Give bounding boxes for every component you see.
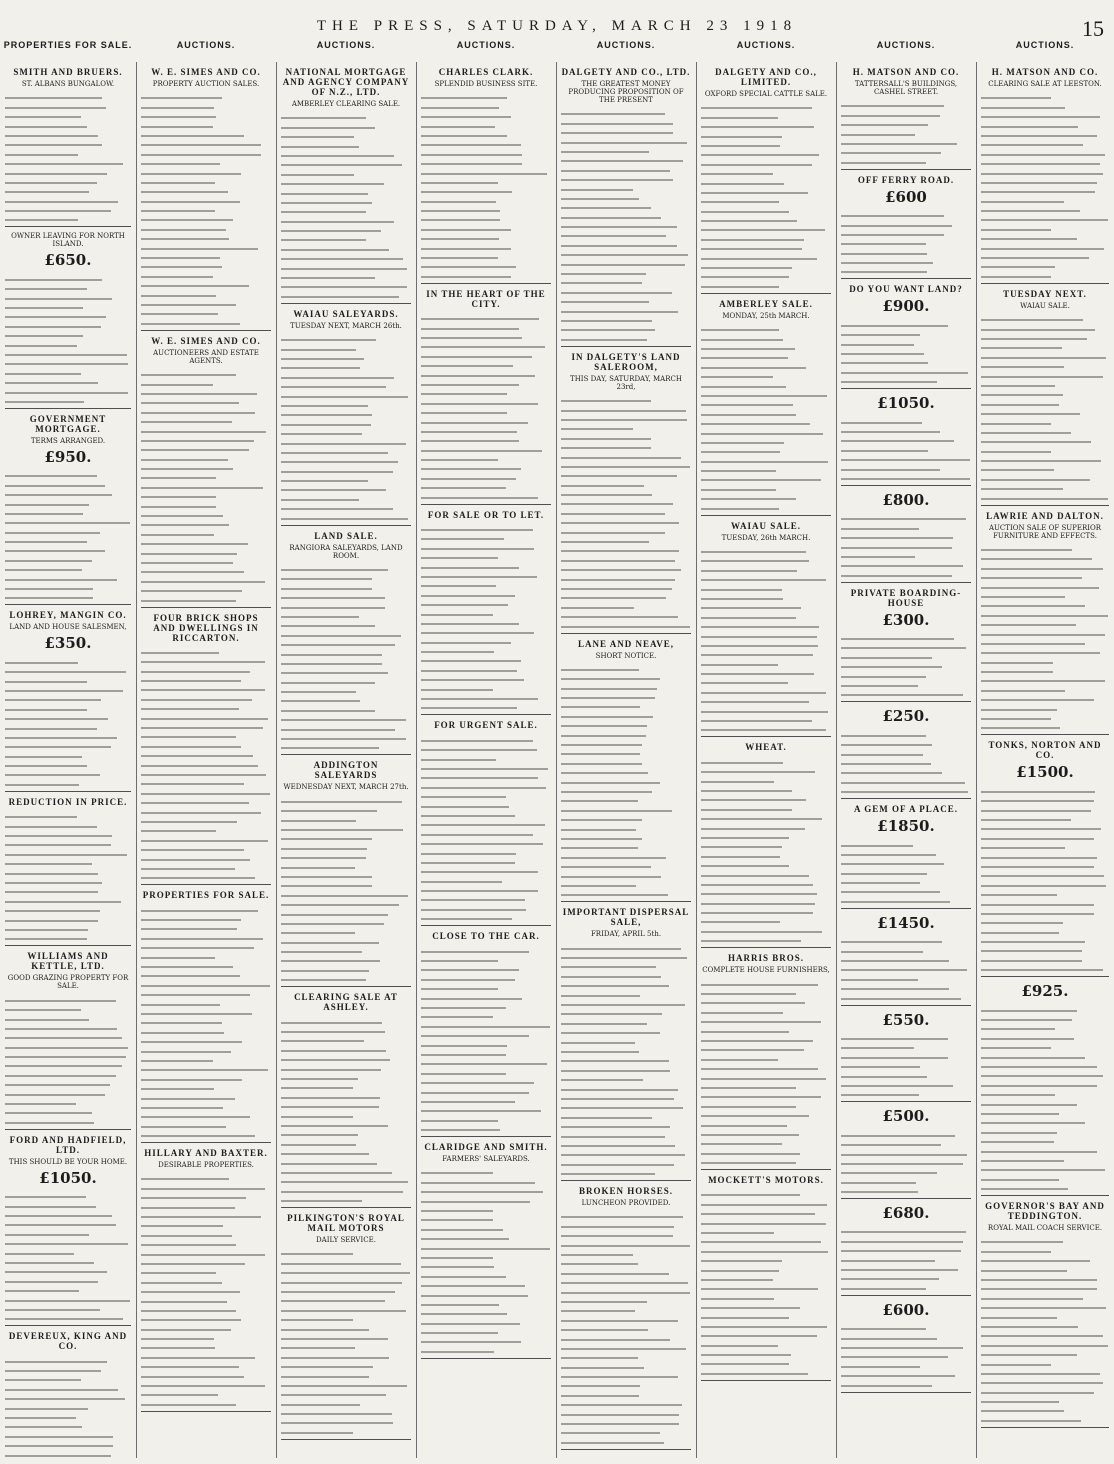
column-headings [0,40,1114,62]
body-text-placeholder [981,1235,1109,1422]
divider [421,283,551,284]
column-heading: AUCTIONS. [176,40,236,50]
divider [841,701,971,702]
body-text-placeholder [841,318,971,383]
divider [5,945,131,946]
divider [841,1005,971,1006]
advertisement [141,1148,271,1412]
ad-heading: IMPORTANT DISPERSAL SALE, [562,907,690,928]
ad-price: £350. [44,634,92,653]
body-text-placeholder [281,794,411,981]
ad-subheading: TUESDAY NEXT, MARCH 26th. [290,321,402,330]
ad-heading: DALGETY AND CO., LTD. [561,67,691,77]
ad-subheading: DAILY SERVICE. [316,1236,376,1245]
advertisement [281,992,411,1208]
advertisement [141,67,271,331]
advertisement [5,797,131,946]
body-text-placeholder [981,1003,1109,1190]
divider [981,505,1109,506]
body-text-placeholder [701,1188,831,1375]
divider [841,1295,971,1296]
divider [701,947,831,948]
column [0,62,137,1458]
divider [421,1136,551,1137]
ad-heading: BROKEN HORSES. [578,1186,674,1197]
ad-subheading: AUCTIONEERS AND ESTATE AGENTS. [153,348,259,365]
ad-subheading: COMPLETE HOUSE FURNISHERS, [702,966,830,975]
ad-heading: LAWRIE AND DALTON. [986,510,1104,521]
ad-price: £550. [882,1010,930,1029]
ad-heading: SMITH AND BRUERS. [13,67,123,77]
ad-price: £300. [882,610,930,629]
advertisement [141,336,271,608]
advertisement [841,491,971,583]
advertisement [421,720,551,926]
advertisement [561,352,691,634]
ad-subheading: SPLENDID BUSINESS SITE. [434,80,538,88]
ad-subheading: ROYAL MAIL COACH SERVICE. [987,1224,1103,1233]
body-text-placeholder [421,944,551,1131]
body-text-placeholder [841,512,971,577]
advertisement [281,1213,411,1440]
advertisement [981,982,1109,1196]
ad-price: £925. [1021,982,1069,1001]
advertisement [841,394,971,486]
divider [141,330,271,331]
body-text-placeholder [141,91,271,325]
advertisement [701,67,831,294]
body-text-placeholder [421,733,551,920]
column [276,62,417,1458]
ad-heading: WAIAU SALE. [730,520,801,531]
column [556,62,697,1458]
divider [5,791,131,792]
ad-price: £500. [882,1107,930,1126]
body-text-placeholder [841,935,971,1000]
body-text-placeholder [841,99,971,164]
body-text-placeholder [841,1032,971,1097]
advertisement [141,890,271,1143]
ad-price: £950. [44,447,92,466]
ad-subheading: AMBERLEY CLEARING SALE. [291,100,401,108]
advertisement [561,1186,691,1450]
body-text-placeholder [421,1166,551,1353]
advertisement [841,707,971,799]
divider [561,346,691,347]
divider [5,226,131,227]
body-text-placeholder [5,993,131,1123]
ad-price: £250. [882,707,930,726]
ad-price: £800. [882,490,930,509]
body-text-placeholder [5,1190,131,1320]
ad-heading: FOR URGENT SALE. [434,720,538,731]
body-text-placeholder [561,394,691,628]
ad-heading: H. MATSON AND CO. [991,67,1099,77]
advertisement [5,1135,131,1326]
body-text-placeholder [981,543,1109,730]
ad-subheading: TUESDAY, 26th MARCH. [721,533,811,542]
ad-heading: WHEAT. [745,742,787,753]
body-text-placeholder [281,111,411,298]
ad-price: £1450. [877,913,935,932]
ad-subheading: PROPERTY AUCTION SALES. [152,80,260,88]
divider [701,1169,831,1170]
ad-heading: LOHREY, MANGIN CO. [9,610,127,621]
column-heading: PROPERTIES FOR SALE. [3,40,133,50]
ad-heading: WILLIAMS AND KETTLE, LTD. [27,951,109,972]
divider [421,504,551,505]
divider [981,283,1109,284]
divider [561,1180,691,1181]
advertisement [421,67,551,284]
ad-subheading: THE GREATEST MONEY PRODUCING PROPOSITION OF THE PRESENT [568,80,684,104]
ad-subheading: THIS DAY, SATURDAY, MARCH 23rd, [570,374,682,391]
divider [841,582,971,583]
ad-heading: FOR SALE OR TO LET. [427,509,545,520]
divider [561,633,691,634]
divider [281,525,411,526]
divider [141,1142,271,1143]
divider [281,754,411,755]
advertisement [5,1331,131,1458]
body-text-placeholder [981,313,1109,500]
advertisement [841,175,971,280]
column-heading: AUCTIONS. [596,40,656,50]
advertisement [561,907,691,1181]
column [976,62,1114,1458]
ad-subheading: FARMERS' SALEYARDS. [442,1155,530,1164]
advertisement [561,67,691,347]
advertisement [561,639,691,903]
divider [701,293,831,294]
ad-heading: W. E. SIMES AND CO. [151,67,261,77]
advertisement [421,931,551,1137]
ad-heading: AMBERLEY SALE. [719,298,813,309]
divider [981,976,1109,977]
ad-subheading: GOOD GRAZING PROPERTY FOR SALE. [7,974,129,991]
advertisement [841,804,971,909]
advertisement [141,613,271,886]
advertisement [981,511,1109,736]
ad-heading: IN DALGETY'S LAND SALEROOM, [571,351,681,372]
ad-heading: CHARLES CLARK. [438,67,534,77]
divider [561,901,691,902]
ad-price: £900. [882,297,930,316]
body-text-placeholder [701,101,831,288]
ad-subheading: OXFORD SPECIAL CATTLE SALE. [704,90,828,98]
body-text-placeholder [281,333,411,520]
column [416,62,557,1458]
divider [281,303,411,304]
ad-subheading: WAIAU SALE. [1020,301,1070,310]
ad-heading: DO YOU WANT LAND? [849,284,963,295]
advertisement [841,1011,971,1103]
column [136,62,277,1458]
ad-heading: ADDINGTON SALEYARDS [313,760,379,781]
divider [561,1449,691,1450]
ad-subheading: LAND AND HOUSE SALESMEN, [9,623,127,632]
body-text-placeholder [421,523,551,710]
divider [841,388,971,389]
ad-price: £1050. [877,394,935,413]
ad-price: £1050. [39,1168,97,1187]
divider [5,604,131,605]
body-text-placeholder [5,1354,131,1458]
ad-heading: CLARIDGE AND SMITH. [424,1142,548,1153]
advertisement [421,289,551,505]
body-text-placeholder [841,632,971,697]
body-text-placeholder [281,1015,411,1202]
body-text-placeholder [421,312,551,499]
ad-heading: REDUCTION IN PRICE. [8,796,128,807]
ad-heading: WAIAU SALEYARDS. [293,308,399,319]
column-heading: AUCTIONS. [876,40,936,50]
advertisement [701,742,831,948]
ad-heading: HARRIS BROS. [727,953,804,964]
body-text-placeholder [981,91,1109,278]
body-text-placeholder [141,368,271,602]
divider [841,1198,971,1199]
body-text-placeholder [141,646,271,880]
ad-subheading: DESIRABLE PROPERTIES. [158,1161,254,1170]
ad-heading: DEVEREUX, KING AND CO. [8,1331,128,1352]
body-text-placeholder [841,1128,971,1193]
page-number: 15 [1082,16,1104,41]
divider [841,1392,971,1393]
body-text-placeholder [5,469,131,599]
ad-heading: LANE AND NEAVE, [577,638,675,649]
body-text-placeholder [141,903,271,1137]
ad-subheading: TATTERSALL'S BUILDINGS, CASHEL STREET. [854,80,958,96]
ad-heading: LAND SALE. [314,530,378,541]
advertisement [421,1142,551,1359]
divider [701,515,831,516]
advertisement [841,284,971,389]
advertisement [701,299,831,516]
advertisement [981,67,1109,284]
ad-subheading: ST. ALBANS BUNGALOW. [21,80,115,88]
columns [0,62,1114,1458]
ad-heading: CLOSE TO THE CAR. [432,931,540,942]
ad-subheading: OWNER LEAVING FOR NORTH ISLAND. [11,232,125,249]
ad-price: £650. [44,251,92,270]
divider [281,1207,411,1208]
ad-heading: PROPERTIES FOR SALE. [142,890,270,901]
advertisement [5,414,131,605]
divider [981,1195,1109,1196]
ad-heading: FORD AND HADFIELD, LTD. [9,1134,127,1155]
body-text-placeholder [281,1247,411,1434]
advertisement [281,67,411,304]
ad-price: £1500. [1016,763,1074,782]
column-heading: AUCTIONS. [1015,40,1075,50]
ad-heading: GOVERNOR'S BAY AND TEDDINGTON. [985,1201,1105,1222]
divider [141,607,271,608]
advertisement [281,760,411,987]
body-text-placeholder [701,323,831,510]
ad-subheading: AUCTION SALE OF SUPERIOR FURNITURE AND EFFECTS. [988,523,1102,540]
advertisement [841,588,971,703]
divider [421,925,551,926]
body-text-placeholder [5,810,131,940]
body-text-placeholder [841,728,971,793]
advertisement [701,953,831,1170]
divider [841,278,971,279]
ad-subheading: WEDNESDAY NEXT, MARCH 27th. [283,783,409,792]
body-text-placeholder [841,838,971,903]
ad-subheading: TERMS ARRANGED. [30,436,106,445]
column [696,62,837,1458]
ad-heading: PILKINGTON'S ROYAL MAIL MOTORS [287,1213,405,1234]
advertisement [5,610,131,791]
ad-heading: TUESDAY NEXT. [1003,288,1087,299]
body-text-placeholder [5,91,131,221]
ad-subheading: THIS SHOULD BE YOUR HOME. [8,1157,128,1166]
ad-subheading: FRIDAY, APRIL 5th. [590,930,662,939]
ad-heading: GOVERNMENT MORTGAGE. [29,413,107,434]
body-text-placeholder [701,977,831,1164]
ad-price: £680. [882,1204,930,1223]
body-text-placeholder [281,563,411,750]
divider [841,1101,971,1102]
advertisement [841,1204,971,1296]
divider [5,1129,131,1130]
body-text-placeholder [841,415,971,480]
ad-heading: TONKS, NORTON AND CO. [988,740,1102,761]
advertisement [5,951,131,1129]
newspaper-title: THE PRESS, SATURDAY, MARCH 23 1918 [316,18,798,34]
divider [841,798,971,799]
advertisement [701,1175,831,1381]
body-text-placeholder [701,755,831,942]
ad-subheading: MONDAY, 25th MARCH. [722,311,810,320]
divider [701,736,831,737]
ad-heading: OFF FERRY ROAD. [857,174,955,185]
divider [841,169,971,170]
ad-heading: HILLARY AND BAXTER. [144,1148,268,1159]
ad-heading: MOCKETT'S MOTORS. [708,1175,824,1186]
ad-heading: A GEM OF A PLACE. [854,804,958,815]
divider [981,734,1109,735]
body-text-placeholder [841,209,971,274]
column-heading: AUCTIONS. [736,40,796,50]
advertisement [701,521,831,738]
ad-subheading: RANGIORA SALEYARDS, LAND ROOM. [289,543,403,560]
column-heading: AUCTIONS. [316,40,376,50]
ad-subheading: SHORT NOTICE. [595,651,657,660]
advertisement [841,1107,971,1199]
ad-heading: NATIONAL MORTGAGE AND AGENCY COMPANY OF N.Z., LTD. [282,67,410,97]
divider [5,408,131,409]
body-text-placeholder [841,1225,971,1290]
advertisement [981,289,1109,506]
body-text-placeholder [561,941,691,1175]
ad-subheading: CLEARING SALE AT LEESTON. [988,80,1102,88]
advertisement [281,531,411,756]
body-text-placeholder [5,655,131,785]
advertisement [281,309,411,526]
divider [141,884,271,885]
divider [841,485,971,486]
ad-price: £1850. [877,817,935,836]
divider [841,908,971,909]
divider [421,714,551,715]
body-text-placeholder [421,91,551,278]
ad-price: £600 [885,187,927,206]
advertisement [981,740,1109,977]
ad-heading: CLEARING SALE AT ASHLEY. [294,992,398,1013]
body-text-placeholder [841,1322,971,1387]
divider [981,1427,1109,1428]
divider [701,1380,831,1381]
divider [281,1439,411,1440]
ad-heading: DALGETY AND CO., LIMITED. [715,67,817,87]
divider [141,1411,271,1412]
advertisement [421,510,551,716]
advertisement [5,67,131,227]
body-text-placeholder [981,784,1109,971]
body-text-placeholder [561,663,691,897]
advertisement [981,1201,1109,1428]
ad-heading: IN THE HEART OF THE CITY. [426,288,546,309]
advertisement [841,914,971,1006]
column-heading: AUCTIONS. [456,40,516,50]
ad-price: £600. [882,1300,930,1319]
ad-heading: H. MATSON AND CO. [852,67,960,77]
body-text-placeholder [701,545,831,732]
ad-subheading: LUNCHEON PROVIDED. [581,1199,671,1208]
divider [281,986,411,987]
body-text-placeholder [141,1172,271,1406]
body-text-placeholder [561,1210,691,1444]
advertisement [5,232,131,408]
ad-heading: FOUR BRICK SHOPS AND DWELLINGS IN RICCARTON. [153,612,259,643]
divider [5,1325,131,1326]
divider [421,1358,551,1359]
ad-heading: W. E. SIMES AND CO. [151,335,261,346]
body-text-placeholder [561,107,691,341]
body-text-placeholder [5,272,131,402]
column [836,62,977,1458]
ad-heading: PRIVATE BOARDING-HOUSE [850,587,962,608]
advertisement [841,67,971,170]
advertisement [841,1301,971,1393]
